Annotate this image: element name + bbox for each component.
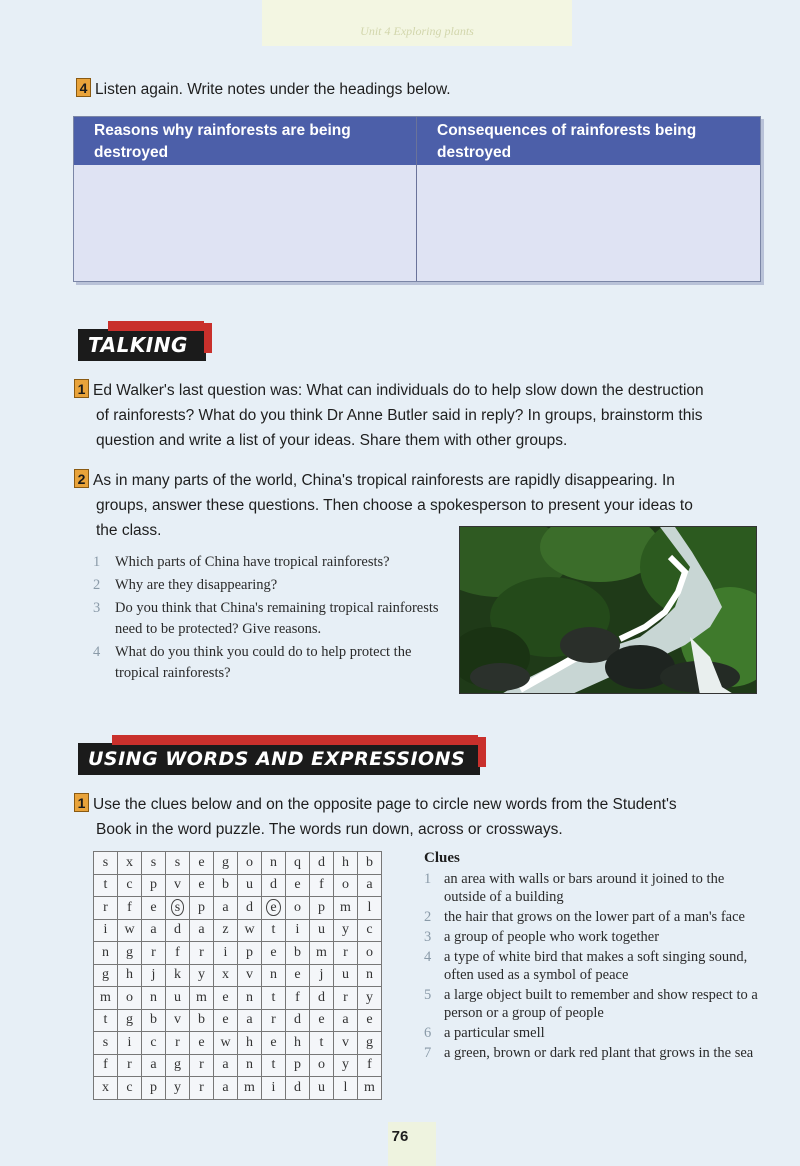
puzzle-cell[interactable]: w bbox=[118, 919, 142, 942]
notes-table bbox=[73, 116, 761, 282]
talking-banner bbox=[78, 329, 206, 361]
puzzle-cell[interactable]: p bbox=[142, 1077, 166, 1100]
talking-q2-line1 bbox=[74, 468, 675, 493]
item-number: 3 bbox=[93, 600, 101, 616]
puzzle-cell[interactable]: h bbox=[334, 852, 358, 875]
banner-accent-right bbox=[204, 323, 212, 353]
list-item bbox=[93, 598, 447, 640]
item-text: Do you think that China's remaining tropical rainforests need to be protected? Give reasons. bbox=[115, 600, 439, 637]
puzzle-cell[interactable]: g bbox=[214, 852, 238, 875]
puzzle-cell[interactable]: d bbox=[166, 919, 190, 942]
banner-accent bbox=[112, 735, 478, 745]
puzzle-row bbox=[94, 987, 382, 1010]
clue-number: 6 bbox=[424, 1025, 432, 1041]
puzzle-cell[interactable]: y bbox=[334, 919, 358, 942]
puzzle-cell[interactable]: d bbox=[310, 852, 334, 875]
question-number: 1 bbox=[74, 793, 89, 812]
puzzle-cell[interactable]: t bbox=[94, 874, 118, 897]
puzzle-cell[interactable]: a bbox=[190, 919, 214, 942]
puzzle-cell[interactable]: t bbox=[310, 1032, 334, 1055]
item-text: Why are they disappearing? bbox=[115, 577, 278, 593]
puzzle-cell[interactable]: d bbox=[238, 897, 262, 920]
talking-banner-label: TALKING bbox=[88, 333, 188, 357]
puzzle-cell[interactable]: l bbox=[358, 897, 382, 920]
puzzle-cell[interactable]: n bbox=[94, 942, 118, 965]
puzzle-cell[interactable]: o bbox=[238, 852, 262, 875]
clue-text: a particular smell bbox=[444, 1025, 545, 1041]
puzzle-cell[interactable]: v bbox=[166, 1009, 190, 1032]
clue-item bbox=[424, 908, 764, 926]
clue-item bbox=[424, 870, 764, 906]
circled-letter: s bbox=[171, 899, 184, 916]
item-number: 4 bbox=[93, 644, 101, 660]
puzzle-cell[interactable]: f bbox=[358, 1054, 382, 1077]
puzzle-row bbox=[94, 897, 382, 920]
list-item bbox=[93, 575, 447, 596]
puzzle-cell[interactable]: c bbox=[142, 1032, 166, 1055]
words-q1-line1 bbox=[74, 792, 677, 817]
banner-accent bbox=[108, 321, 204, 331]
clue-text: an area with walls or bars around it joined to the outside of a building bbox=[444, 871, 725, 905]
puzzle-cell[interactable]: e bbox=[214, 1009, 238, 1032]
puzzle-cell[interactable]: r bbox=[166, 1032, 190, 1055]
clue-text: a green, brown or dark red plant that grows in the sea bbox=[444, 1045, 754, 1061]
puzzle-cell[interactable]: o bbox=[310, 1054, 334, 1077]
banner-accent-right bbox=[478, 737, 486, 767]
puzzle-cell[interactable]: m bbox=[190, 987, 214, 1010]
puzzle-cell[interactable]: b bbox=[142, 1009, 166, 1032]
clue-text: the hair that grows on the lower part of a man's face bbox=[444, 909, 745, 925]
using-words-banner bbox=[78, 743, 480, 775]
circled-letter: e bbox=[266, 899, 280, 916]
puzzle-row bbox=[94, 919, 382, 942]
puzzle-cell[interactable]: e bbox=[310, 1009, 334, 1032]
puzzle-cell[interactable]: d bbox=[286, 1009, 310, 1032]
puzzle-cell[interactable]: t bbox=[94, 1009, 118, 1032]
puzzle-cell[interactable]: y bbox=[166, 1077, 190, 1100]
puzzle-cell[interactable]: y bbox=[358, 987, 382, 1010]
header-band bbox=[262, 0, 572, 46]
clue-number: 4 bbox=[424, 949, 432, 965]
clue-item bbox=[424, 948, 764, 984]
notes-cell-reasons[interactable] bbox=[74, 165, 416, 281]
word-puzzle-grid bbox=[93, 851, 382, 1100]
puzzle-cell[interactable]: n bbox=[262, 852, 286, 875]
puzzle-cell[interactable]: b bbox=[358, 852, 382, 875]
puzzle-cell[interactable]: k bbox=[166, 964, 190, 987]
puzzle-cell[interactable]: r bbox=[334, 942, 358, 965]
puzzle-cell[interactable]: f bbox=[94, 1054, 118, 1077]
clue-number: 3 bbox=[424, 929, 432, 945]
clue-text: a type of white bird that makes a soft singing sound, often used as a symbol of peace bbox=[444, 949, 748, 983]
clue-number: 1 bbox=[424, 871, 432, 887]
puzzle-cell[interactable]: a bbox=[142, 919, 166, 942]
puzzle-cell[interactable]: c bbox=[118, 874, 142, 897]
puzzle-cell[interactable]: e bbox=[142, 897, 166, 920]
puzzle-cell[interactable]: m bbox=[358, 1077, 382, 1100]
puzzle-cell[interactable]: u bbox=[166, 987, 190, 1010]
puzzle-cell[interactable]: n bbox=[358, 964, 382, 987]
puzzle-cell[interactable]: n bbox=[142, 987, 166, 1010]
puzzle-cell[interactable]: n bbox=[262, 964, 286, 987]
puzzle-cell[interactable]: p bbox=[238, 942, 262, 965]
puzzle-row bbox=[94, 1077, 382, 1100]
puzzle-cell[interactable]: a bbox=[214, 1077, 238, 1100]
puzzle-cell[interactable]: f bbox=[166, 942, 190, 965]
words-q1-line2: Book in the word puzzle. The words run down, across or crossways. bbox=[96, 821, 563, 838]
puzzle-cell[interactable]: g bbox=[358, 1032, 382, 1055]
list-item bbox=[93, 642, 447, 684]
puzzle-cell[interactable]: a bbox=[238, 1009, 262, 1032]
question-number: 2 bbox=[74, 469, 89, 488]
puzzle-cell[interactable]: h bbox=[118, 964, 142, 987]
talking-q1-line1 bbox=[74, 378, 704, 403]
puzzle-cell[interactable]: g bbox=[118, 942, 142, 965]
puzzle-cell[interactable]: i bbox=[118, 1032, 142, 1055]
q1-text-line: Use the clues below and on the opposite page to circle new words from the Student's bbox=[93, 796, 677, 813]
q1-text-line: Ed Walker's last question was: What can individuals do to help slow down the destruction bbox=[93, 382, 704, 399]
page-number: 76 bbox=[391, 1128, 409, 1145]
puzzle-cell[interactable]: j bbox=[142, 964, 166, 987]
item-number: 1 bbox=[93, 554, 101, 570]
q2-text-line: As in many parts of the world, China's tropical rainforests are rapidly disappearing. In bbox=[93, 472, 675, 489]
puzzle-cell[interactable]: s bbox=[94, 1032, 118, 1055]
puzzle-cell[interactable]: b bbox=[214, 874, 238, 897]
puzzle-cell[interactable]: p bbox=[310, 897, 334, 920]
puzzle-cell[interactable]: e bbox=[262, 1032, 286, 1055]
puzzle-cell[interactable]: z bbox=[214, 919, 238, 942]
list-item bbox=[93, 552, 447, 573]
puzzle-cell[interactable]: p bbox=[190, 897, 214, 920]
notes-heading-reasons: Reasons why rainforests are being destroyed bbox=[74, 117, 416, 165]
puzzle-cell[interactable]: m bbox=[238, 1077, 262, 1100]
clue-item bbox=[424, 986, 764, 1022]
clue-item bbox=[424, 1024, 764, 1042]
puzzle-cell[interactable]: u bbox=[310, 919, 334, 942]
puzzle-cell[interactable]: i bbox=[286, 919, 310, 942]
discussion-question-list bbox=[93, 552, 447, 686]
puzzle-cell[interactable]: i bbox=[214, 942, 238, 965]
puzzle-cell[interactable]: g bbox=[166, 1054, 190, 1077]
puzzle-row bbox=[94, 1009, 382, 1032]
puzzle-cell[interactable]: j bbox=[310, 964, 334, 987]
puzzle-cell[interactable]: r bbox=[190, 942, 214, 965]
puzzle-cell[interactable]: e bbox=[214, 987, 238, 1010]
puzzle-cell[interactable]: c bbox=[358, 919, 382, 942]
puzzle-cell[interactable]: s bbox=[166, 852, 190, 875]
puzzle-cell[interactable]: v bbox=[334, 1032, 358, 1055]
puzzle-cell[interactable]: x bbox=[214, 964, 238, 987]
clues-panel bbox=[424, 848, 764, 1064]
puzzle-row bbox=[94, 964, 382, 987]
item-text: Which parts of China have tropical rainforests? bbox=[115, 554, 390, 570]
puzzle-cell[interactable]: u bbox=[238, 874, 262, 897]
puzzle-cell[interactable]: e bbox=[190, 1032, 214, 1055]
puzzle-cell[interactable]: r bbox=[94, 897, 118, 920]
puzzle-cell[interactable]: o bbox=[118, 987, 142, 1010]
puzzle-cell[interactable]: r bbox=[262, 1009, 286, 1032]
puzzle-cell[interactable]: w bbox=[214, 1032, 238, 1055]
clue-text: a large object built to remember and show respect to a person or a group of people bbox=[444, 987, 758, 1021]
instruction-text: Listen again. Write notes under the headings below. bbox=[95, 81, 451, 98]
puzzle-cell[interactable]: t bbox=[262, 987, 286, 1010]
puzzle-cell[interactable] bbox=[262, 897, 286, 920]
puzzle-cell[interactable]: f bbox=[118, 897, 142, 920]
notes-heading-consequences: Consequences of rainforests being destroyed bbox=[417, 117, 760, 165]
notes-cell-consequences[interactable] bbox=[417, 165, 760, 281]
puzzle-cell[interactable]: e bbox=[190, 852, 214, 875]
puzzle-cell[interactable]: s bbox=[94, 852, 118, 875]
puzzle-cell[interactable]: f bbox=[286, 987, 310, 1010]
puzzle-cell[interactable]: l bbox=[334, 1077, 358, 1100]
puzzle-cell[interactable]: u bbox=[310, 1077, 334, 1100]
puzzle-cell[interactable]: r bbox=[190, 1054, 214, 1077]
puzzle-cell[interactable]: w bbox=[238, 919, 262, 942]
question-number: 1 bbox=[74, 379, 89, 398]
unit-title: Unit 4 Exploring plants bbox=[360, 24, 474, 38]
puzzle-cell[interactable]: i bbox=[94, 919, 118, 942]
puzzle-cell[interactable]: h bbox=[286, 1032, 310, 1055]
puzzle-cell[interactable]: a bbox=[358, 874, 382, 897]
clue-item bbox=[424, 1044, 764, 1062]
puzzle-cell[interactable]: a bbox=[214, 897, 238, 920]
puzzle-cell[interactable]: d bbox=[310, 987, 334, 1010]
puzzle-cell[interactable]: c bbox=[118, 1077, 142, 1100]
puzzle-cell[interactable]: m bbox=[334, 897, 358, 920]
clue-number: 5 bbox=[424, 987, 432, 1003]
puzzle-cell[interactable]: m bbox=[94, 987, 118, 1010]
using-words-banner-label: USING WORDS AND EXPRESSIONS bbox=[88, 748, 466, 770]
puzzle-cell[interactable]: t bbox=[262, 1054, 286, 1077]
puzzle-cell[interactable]: v bbox=[238, 964, 262, 987]
puzzle-cell[interactable]: r bbox=[142, 942, 166, 965]
puzzle-cell[interactable]: d bbox=[286, 1077, 310, 1100]
rainforest-waterfall-photo bbox=[459, 526, 757, 694]
puzzle-cell[interactable]: a bbox=[142, 1054, 166, 1077]
puzzle-row bbox=[94, 1032, 382, 1055]
clue-number: 7 bbox=[424, 1045, 432, 1061]
listening-instruction bbox=[76, 77, 451, 102]
talking-q2-line3: the class. bbox=[96, 522, 162, 539]
puzzle-cell[interactable]: y bbox=[190, 964, 214, 987]
puzzle-cell[interactable]: h bbox=[238, 1032, 262, 1055]
puzzle-cell[interactable]: x bbox=[94, 1077, 118, 1100]
puzzle-cell[interactable]: p bbox=[142, 874, 166, 897]
puzzle-row bbox=[94, 852, 382, 875]
puzzle-cell[interactable]: b bbox=[190, 1009, 214, 1032]
puzzle-cell[interactable]: g bbox=[118, 1009, 142, 1032]
puzzle-cell[interactable]: d bbox=[262, 874, 286, 897]
puzzle-cell[interactable]: u bbox=[334, 964, 358, 987]
puzzle-cell[interactable]: f bbox=[310, 874, 334, 897]
puzzle-cell[interactable]: q bbox=[286, 852, 310, 875]
puzzle-cell[interactable]: a bbox=[334, 1009, 358, 1032]
puzzle-cell[interactable]: e bbox=[286, 964, 310, 987]
clue-number: 2 bbox=[424, 909, 432, 925]
puzzle-cell[interactable]: o bbox=[334, 874, 358, 897]
puzzle-cell[interactable]: b bbox=[286, 942, 310, 965]
clue-text: a group of people who work together bbox=[444, 929, 660, 945]
puzzle-cell[interactable]: e bbox=[286, 874, 310, 897]
talking-q1-line3: question and write a list of your ideas. Share them with other groups. bbox=[96, 432, 568, 449]
puzzle-cell[interactable]: g bbox=[94, 964, 118, 987]
clues-title: Clues bbox=[424, 850, 460, 866]
puzzle-cell[interactable]: n bbox=[238, 987, 262, 1010]
puzzle-row bbox=[94, 1054, 382, 1077]
puzzle-cell[interactable]: r bbox=[190, 1077, 214, 1100]
puzzle-row bbox=[94, 942, 382, 965]
item-text: What do you think you could do to help protect the tropical rainforests? bbox=[115, 644, 412, 681]
puzzle-cell[interactable] bbox=[166, 897, 190, 920]
puzzle-row bbox=[94, 874, 382, 897]
talking-q1-line2: of rainforests? What do you think Dr Anne Butler said in reply? In groups, brainstorm this bbox=[96, 407, 703, 424]
puzzle-cell[interactable]: y bbox=[334, 1054, 358, 1077]
puzzle-cell[interactable]: p bbox=[286, 1054, 310, 1077]
puzzle-cell[interactable]: i bbox=[262, 1077, 286, 1100]
puzzle-cell[interactable]: s bbox=[142, 852, 166, 875]
puzzle-cell[interactable]: e bbox=[358, 1009, 382, 1032]
puzzle-cell[interactable]: m bbox=[310, 942, 334, 965]
puzzle-cell[interactable]: a bbox=[214, 1054, 238, 1077]
talking-q2-line2: groups, answer these questions. Then choose a spokesperson to present your ideas to bbox=[96, 497, 693, 514]
puzzle-cell[interactable]: r bbox=[118, 1054, 142, 1077]
puzzle-cell[interactable]: r bbox=[334, 987, 358, 1010]
clue-item bbox=[424, 928, 764, 946]
puzzle-cell[interactable]: n bbox=[238, 1054, 262, 1077]
puzzle-cell[interactable]: e bbox=[262, 942, 286, 965]
puzzle-cell[interactable]: o bbox=[358, 942, 382, 965]
question-number: 4 bbox=[76, 78, 91, 97]
puzzle-cell[interactable]: o bbox=[286, 897, 310, 920]
item-number: 2 bbox=[93, 577, 101, 593]
puzzle-cell[interactable]: e bbox=[190, 874, 214, 897]
puzzle-cell[interactable]: v bbox=[166, 874, 190, 897]
puzzle-cell[interactable]: t bbox=[262, 919, 286, 942]
puzzle-cell[interactable]: x bbox=[118, 852, 142, 875]
